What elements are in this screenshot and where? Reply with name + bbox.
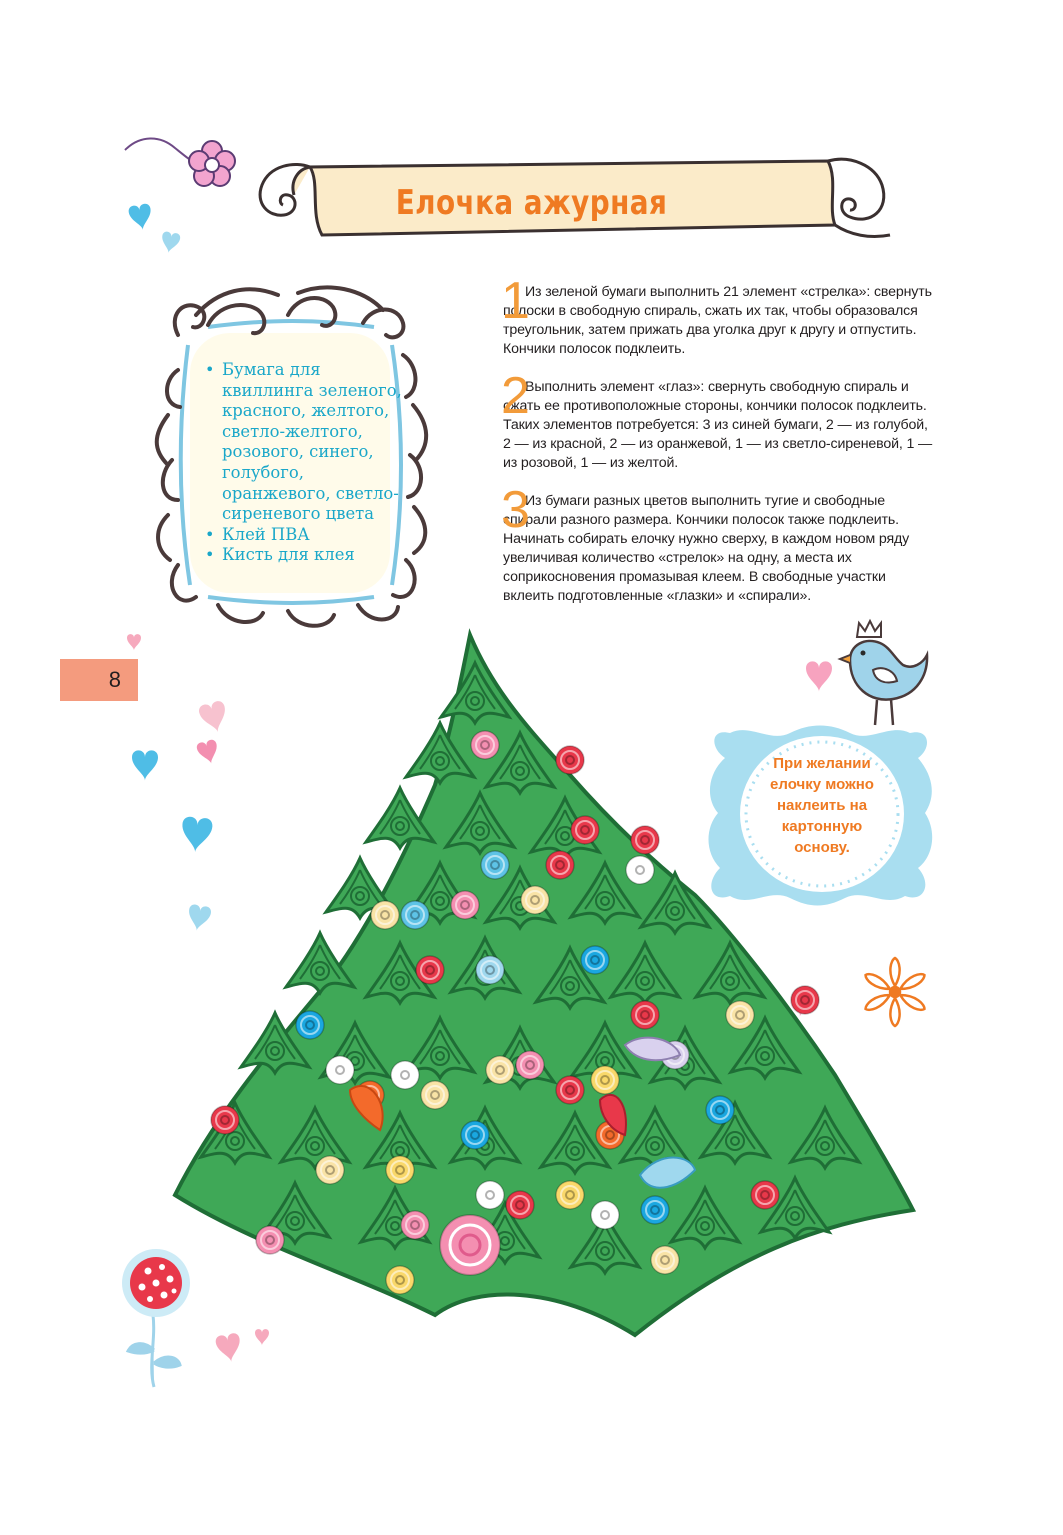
step-text: Выполнить элемент «глаз»: свернуть свободную спираль и сжать ее противоположные стороны, кончики полосок подклеить. Таких элементов потребуется: 3 из синей бумаги, 2 — из голубой, 2 — из красной, 2 — из оранжевой, 1 — из светло-сиреневой, 1 — из розовой, 1 — из желтой. [503,379,933,471]
step-text: Из зеленой бумаги выполнить 21 элемент «стрелка»: свернуть полоски в свободную спираль, сжать их так, чтобы образовался треугольник, затем прижать два уголка друг к другу и отпустить. Кончики полосок подклеить. [503,284,932,357]
page-number: 8 [60,659,138,701]
step-2 [501,367,933,473]
materials-list [205,360,405,566]
step-number: 1 [501,272,530,330]
step-number: 2 [501,367,530,425]
material-item: • Клей ПВА [205,525,405,546]
material-item: • Кисть для клея [205,545,405,566]
step-text: Из бумаги разных цветов выполнить тугие и свободные спирали разного размера. Кончики полосок также подклеить. Начинать собирать елочку нужно сверху, в каждом новом ряду увеличивая количество «стрелок» на одну, а места их соприкосновения промазывая клеем. В свободные участки вклеить подготовленные «глазки» и «спирали». [503,493,910,604]
step-number: 3 [501,481,530,539]
step-3 [501,481,933,606]
quilled-christmas-tree [175,635,915,1340]
tip-text: При желании елочку можно наклеить на картонную основу. [770,755,874,856]
material-item: • Бумага для квиллинга зеленого, красного, желтого, светло-желтого, розового, синего, голубого, оранжевого, светло-сиреневого цвета [205,360,405,525]
step-1 [501,272,933,359]
page-title: Елочка ажурная [395,183,668,223]
